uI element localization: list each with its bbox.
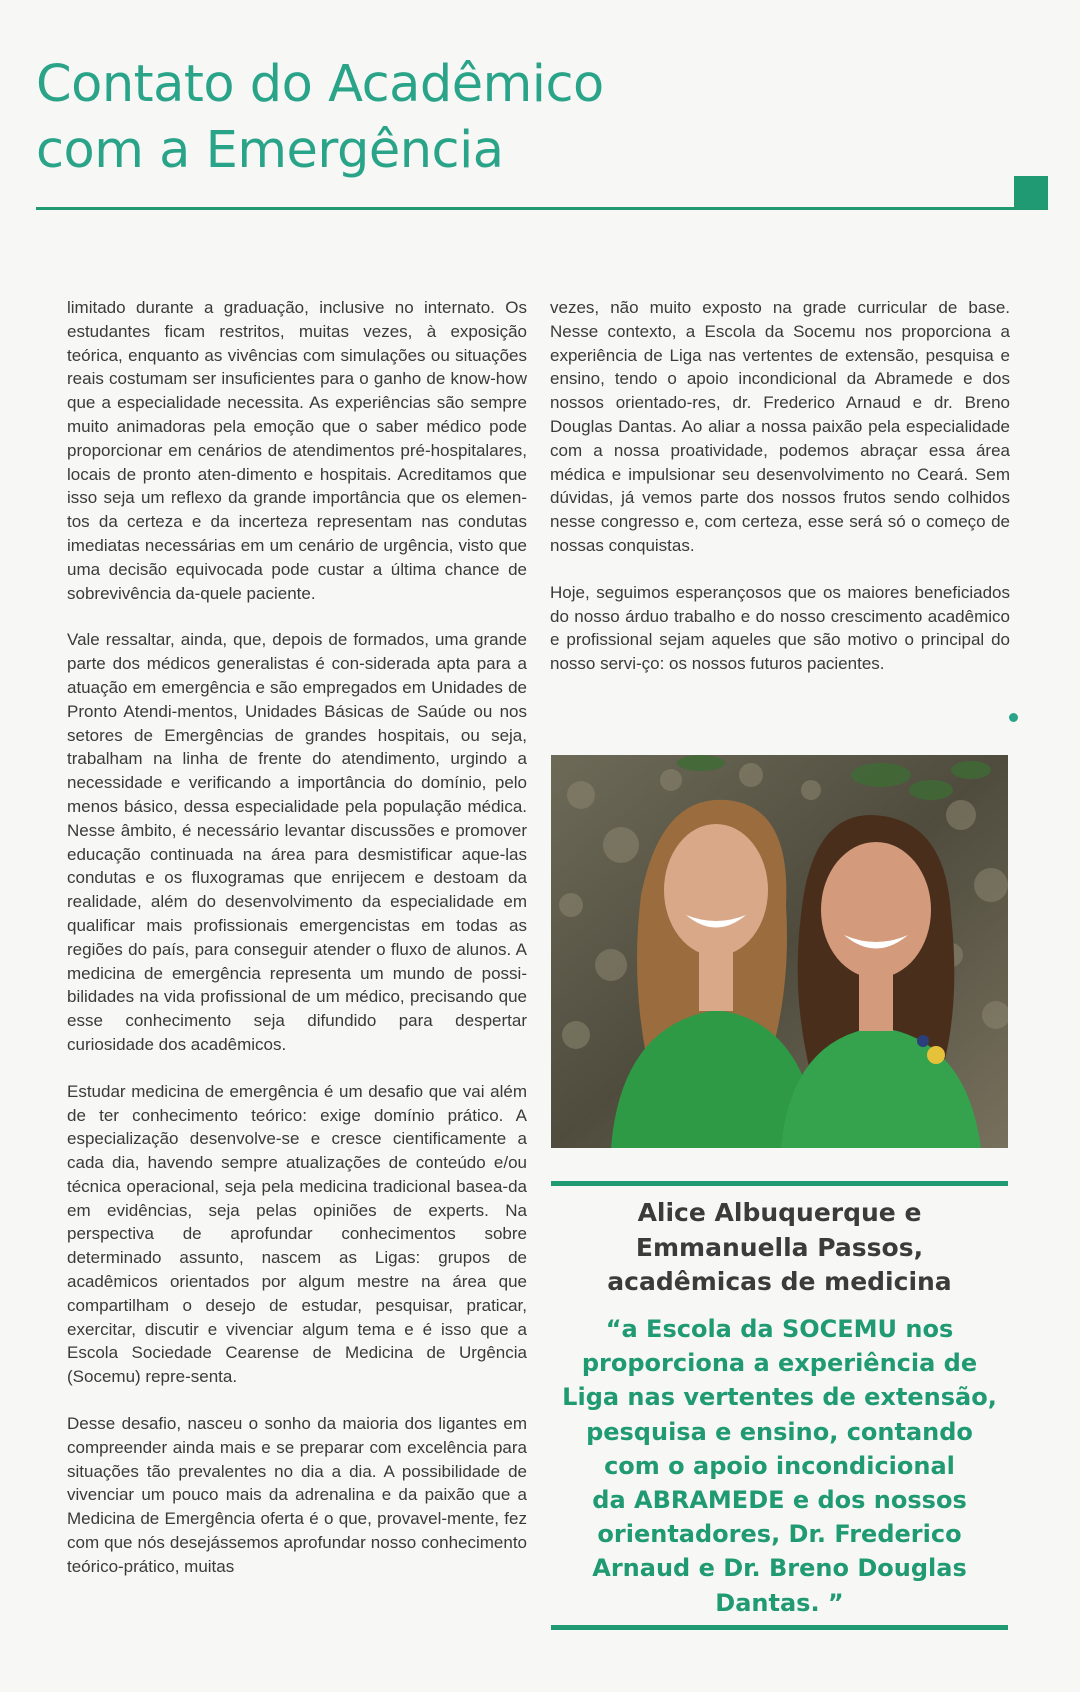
- quote-line: Liga nas vertentes de extensão,: [562, 1383, 997, 1412]
- caption-line-1: Alice Albuquerque e: [637, 1198, 922, 1227]
- photo-two-students: [551, 755, 1008, 1148]
- quote-bottom-rule: [551, 1625, 1008, 1630]
- left-column: [67, 296, 527, 1579]
- quote-line: orientadores, Dr. Frederico: [597, 1520, 962, 1549]
- article-title-line-2: com a Emergência: [36, 121, 504, 180]
- left-paragraph-1: limitado durante a graduação, inclusive no internato. Os estudantes ficam restritos, muitas vezes, à exposição teórica, enquanto as vivências com simulações ou situações reais costumam ser insuficientes para o ganho de know-how que a especialidade necessita. As experiências são sempre muito animadoras pela emoção que o saber médico pode proporcionar em cenários de atendimentos pré-hospitalares, locais de pronto aten-dimento e hospitais. Acreditamos que isso seja um reflexo da grande importância que os elemen-tos da certeza e da incerteza representam nas condutas imediatas necessárias em um cenário de urgência, visto que uma decisão equivocada pode custar a última chance de sobrevivência da-quele paciente.: [67, 298, 527, 603]
- right-paragraph-1: vezes, não muito exposto na grade curricular de base. Nesse contexto, a Escola da Socemu nos proporciona a experiência de Liga nas vertentes de extensão, pesquisa e ensino, tendo o apoio incondicional da Abramede e dos nossos orientado-res, dr. Frederico Arnaud e dr. Breno Douglas Dantas. Ao aliar a nossa paixão pela especialidade com a nossa proatividade, podemos abraçar essa área médica e impulsionar seu desenvolvimento no Ceará. Sem dúvidas, já vemos parte dos nossos frutos sendo colhidos nesse congresso e, com certeza, esse será só o começo de nossas conquistas.: [550, 298, 1010, 555]
- quote-top-rule: [551, 1181, 1008, 1186]
- end-of-article-dot: [1009, 713, 1018, 722]
- quote-line: Arnaud e Dr. Breno Douglas: [592, 1554, 967, 1583]
- left-paragraph-4: Desse desafio, nasceu o sonho da maioria dos ligantes em compreender ainda mais e se preparar com excelência para situações tão prevalentes no dia a dia. A possibilidade de vivenciar um pouco mais da adrenalina e da paixão que a Medicina de Emergência oferta é o que, provavel-mente, fez com que nós desejássemos aprofundar nosso conhecimento teórico-prático, muitas: [67, 1414, 527, 1576]
- caption-line-3: acadêmicas de medicina: [607, 1267, 952, 1296]
- quote-line: Dantas. ”: [715, 1588, 844, 1617]
- article-title-line-1: Contato do Acadêmico: [36, 55, 604, 114]
- corner-square-decoration: [1014, 176, 1048, 209]
- right-column: [550, 296, 1010, 676]
- caption-line-2: Emmanuella Passos,: [635, 1232, 924, 1262]
- photo-caption: [551, 1196, 1008, 1300]
- title-divider: [36, 207, 1048, 210]
- quote-line: proporciona a experiência de: [581, 1349, 978, 1378]
- quote-line: da ABRAMEDE e dos nossos: [592, 1486, 967, 1515]
- article-title: [36, 52, 936, 184]
- left-paragraph-2: Vale ressaltar, ainda, que, depois de formados, uma grande parte dos médicos generalistas é con-siderada apta para a atuação em emergência e são empregados em Unidades de Pronto Atendi-mentos, Unidades Básicas de Saúde ou nos setores de Emergências de grandes hospitais, ou seja, trabalham na linha de frente do atendimento, urgindo a necessidade e verificando a importância do domínio, pelo menos básico, dessa especialidade pela população médica. Nesse âmbito, é necessário levantar discussões e promover educação continuada na área para desmistificar aque-las condutas e os fluxogramas que enrijecem e destoam da realidade, além do desenvolvimento da especialidade em qualificar mais profissionais emergencistas em todas as regiões do país, para conseguir atender o fluxo de alunos. A medicina de emergência representa um mundo de possi-bilidades na vida profissional de um médico, precisando que esse conhecimento seja difundido para despertar curiosidade dos acadêmicos.: [67, 630, 527, 1054]
- right-paragraph-2: Hoje, seguimos esperançosos que os maiores beneficiados do nosso árduo trabalho e do nosso crescimento acadêmico e profissional sejam aqueles que são motivo o principal do nosso servi-ço: os nossos futuros pacientes.: [550, 582, 1010, 674]
- pull-quote: [551, 1312, 1008, 1620]
- quote-line: com o apoio incondicional: [604, 1451, 955, 1480]
- quote-line: “a Escola da SOCEMU nos: [605, 1315, 954, 1343]
- left-paragraph-3: Estudar medicina de emergência é um desafio que vai além de ter conhecimento teórico: exige domínio prático. A especialização desenvolve-se e cresce cientificamente a cada dia, havendo sempre atualizações de conteúdo e/ou técnica operacional, seja pela medicina tradicional basea-da em evidências, seja pelas opiniões de experts. Na perspectiva de aprofundar conhecimentos sobre determinado assunto, nascem as Ligas: grupos de acadêmicos orientados por algum mestre na área que compartilham o desejo de estudar, pesquisar, praticar, exercitar, discutir e vivenciar algum tema e é isso que a Escola Sociedade Cearense de Medicina de Urgência (Socemu) repre-senta.: [67, 1081, 527, 1387]
- quote-line: pesquisa e ensino, contando: [586, 1417, 973, 1446]
